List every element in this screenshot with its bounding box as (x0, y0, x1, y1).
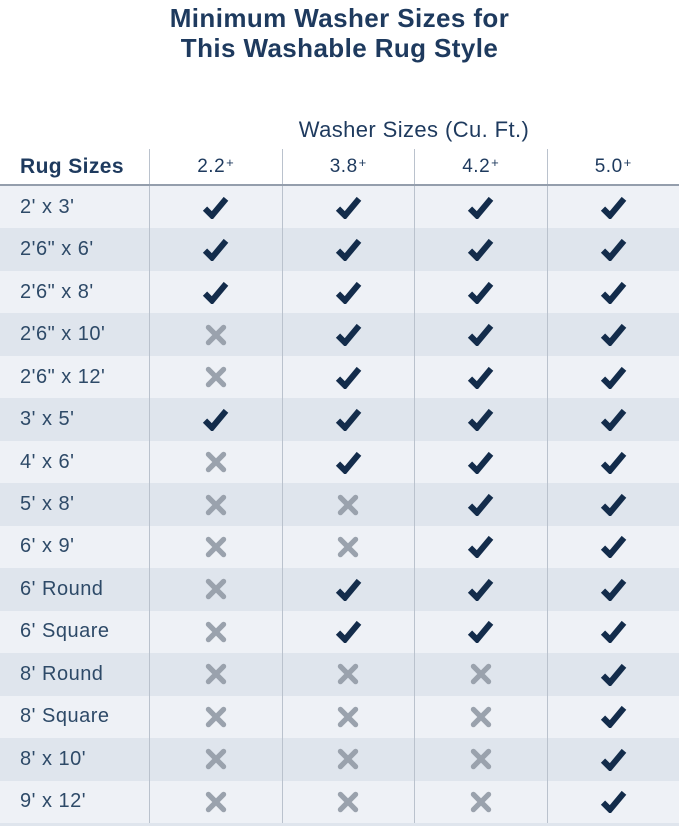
check-icon (202, 196, 229, 219)
x-icon (205, 748, 227, 770)
row-header-label: Rug Sizes (20, 154, 124, 178)
check-icon (467, 366, 494, 389)
table-row (0, 356, 679, 398)
rug-size-label: 5' x 8' (20, 493, 75, 516)
no-fit-cell (149, 738, 282, 780)
x-icon (205, 578, 227, 600)
table-row (0, 271, 679, 313)
column-header (547, 149, 679, 184)
rug-size-label: 9' x 12' (20, 790, 87, 813)
table-row (0, 313, 679, 355)
column-header-value: 5.0 (594, 155, 623, 177)
check-icon (467, 451, 494, 474)
check-icon (202, 238, 229, 261)
x-icon (470, 748, 492, 770)
x-icon (205, 451, 227, 473)
fits-cell (547, 696, 679, 738)
rug-size-label: 2'6" x 6' (20, 238, 94, 261)
fits-cell (547, 781, 679, 823)
x-icon (470, 706, 492, 728)
column-header (282, 149, 415, 184)
fits-cell (414, 186, 547, 228)
column-header (149, 149, 282, 184)
no-fit-cell (414, 781, 547, 823)
check-icon (600, 281, 627, 304)
fits-cell (547, 653, 679, 695)
check-icon (467, 238, 494, 261)
check-icon (467, 323, 494, 346)
no-fit-cell (149, 483, 282, 525)
table-row (0, 186, 679, 228)
table-row (0, 526, 679, 568)
no-fit-cell (149, 611, 282, 653)
fits-cell (414, 356, 547, 398)
fits-cell (547, 526, 679, 568)
check-icon (600, 493, 627, 516)
no-fit-cell (414, 653, 547, 695)
check-icon (467, 493, 494, 516)
fits-cell (414, 483, 547, 525)
rug-size-label: 8' Square (20, 705, 110, 728)
fits-cell (149, 228, 282, 270)
check-icon (600, 748, 627, 771)
fits-cell (414, 441, 547, 483)
check-icon (600, 578, 627, 601)
fits-cell (547, 441, 679, 483)
check-icon (600, 408, 627, 431)
x-icon (205, 621, 227, 643)
column-header-value: 2.2 (197, 155, 226, 177)
check-icon (467, 578, 494, 601)
x-icon (205, 324, 227, 346)
check-icon (600, 196, 627, 219)
column-header-plus: + (358, 155, 367, 170)
no-fit-cell (149, 313, 282, 355)
table-row (0, 611, 679, 653)
fits-cell (282, 568, 415, 610)
page-title-line-2: This Washable Rug Style (180, 33, 499, 63)
rug-size-label: 3' x 5' (20, 408, 75, 431)
table-row (0, 653, 679, 695)
check-icon (335, 366, 362, 389)
x-icon (205, 706, 227, 728)
fits-cell (149, 398, 282, 440)
rug-size-label: 6' x 9' (20, 535, 75, 558)
table-row (0, 696, 679, 738)
x-icon (205, 366, 227, 388)
fits-cell (547, 738, 679, 780)
fits-cell (282, 611, 415, 653)
fits-cell (547, 398, 679, 440)
fits-cell (414, 271, 547, 313)
check-icon (335, 620, 362, 643)
column-group-header-row (0, 100, 679, 149)
check-icon (600, 366, 627, 389)
check-icon (467, 408, 494, 431)
table-row (0, 441, 679, 483)
no-fit-cell (282, 738, 415, 780)
table-body (0, 186, 679, 823)
no-fit-cell (149, 526, 282, 568)
no-fit-cell (149, 653, 282, 695)
no-fit-cell (282, 653, 415, 695)
table-row (0, 228, 679, 270)
check-icon (467, 196, 494, 219)
x-icon (337, 748, 359, 770)
x-icon (337, 706, 359, 728)
fits-cell (149, 186, 282, 228)
fits-cell (547, 313, 679, 355)
rug-size-label: 8' Round (20, 662, 104, 685)
check-icon (600, 535, 627, 558)
no-fit-cell (149, 356, 282, 398)
fits-cell (547, 228, 679, 270)
fits-cell (547, 483, 679, 525)
fits-cell (547, 356, 679, 398)
fits-cell (547, 271, 679, 313)
check-icon (335, 451, 362, 474)
table-row (0, 398, 679, 440)
x-icon (337, 791, 359, 813)
no-fit-cell (149, 568, 282, 610)
table-header-row (0, 149, 679, 186)
fits-cell (547, 611, 679, 653)
column-header-value: 3.8 (329, 155, 358, 177)
x-icon (337, 494, 359, 516)
check-icon (600, 790, 627, 813)
fits-cell (282, 271, 415, 313)
check-icon (600, 238, 627, 261)
x-icon (470, 791, 492, 813)
fits-cell (282, 313, 415, 355)
check-icon (600, 451, 627, 474)
fits-cell (149, 271, 282, 313)
check-icon (335, 323, 362, 346)
x-icon (205, 663, 227, 685)
fits-cell (282, 398, 415, 440)
rug-size-label: 4' x 6' (20, 450, 75, 473)
table-row (0, 483, 679, 525)
no-fit-cell (282, 483, 415, 525)
check-icon (467, 620, 494, 643)
table-row (0, 568, 679, 610)
fits-cell (282, 186, 415, 228)
fits-cell (282, 228, 415, 270)
column-header-plus: + (226, 155, 235, 170)
no-fit-cell (282, 781, 415, 823)
page-title (0, 0, 679, 100)
table-row (0, 781, 679, 823)
fits-cell (414, 568, 547, 610)
check-icon (335, 281, 362, 304)
fits-cell (547, 186, 679, 228)
check-icon (467, 535, 494, 558)
x-icon (205, 494, 227, 516)
check-icon (335, 408, 362, 431)
table-row (0, 738, 679, 780)
x-icon (470, 663, 492, 685)
rug-size-label: 2'6" x 12' (20, 365, 106, 388)
column-group-header: Washer Sizes (Cu. Ft.) (298, 117, 530, 142)
check-icon (600, 705, 627, 728)
fits-cell (282, 441, 415, 483)
x-icon (205, 536, 227, 558)
fits-cell (414, 611, 547, 653)
no-fit-cell (149, 781, 282, 823)
column-header (414, 149, 547, 184)
no-fit-cell (149, 696, 282, 738)
check-icon (335, 196, 362, 219)
rug-size-label: 8' x 10' (20, 747, 87, 770)
check-icon (467, 281, 494, 304)
check-icon (335, 238, 362, 261)
rug-size-label: 6' Square (20, 620, 110, 643)
rug-size-label: 2'6" x 10' (20, 323, 106, 346)
x-icon (337, 663, 359, 685)
check-icon (335, 578, 362, 601)
rug-size-label: 2' x 3' (20, 195, 75, 218)
fits-cell (414, 526, 547, 568)
check-icon (600, 620, 627, 643)
fits-cell (282, 356, 415, 398)
check-icon (600, 323, 627, 346)
column-header-value: 4.2 (462, 155, 491, 177)
fits-cell (547, 568, 679, 610)
no-fit-cell (282, 526, 415, 568)
rug-size-label: 2'6" x 8' (20, 280, 94, 303)
no-fit-cell (149, 441, 282, 483)
fits-cell (414, 228, 547, 270)
column-header-plus: + (623, 155, 632, 170)
no-fit-cell (414, 696, 547, 738)
check-icon (202, 408, 229, 431)
x-icon (205, 791, 227, 813)
rug-size-label: 6' Round (20, 577, 104, 600)
column-header-plus: + (491, 155, 500, 170)
check-icon (202, 281, 229, 304)
no-fit-cell (414, 738, 547, 780)
fits-cell (414, 398, 547, 440)
page-title-line-1: Minimum Washer Sizes for (169, 3, 510, 33)
fits-cell (414, 313, 547, 355)
no-fit-cell (282, 696, 415, 738)
check-icon (600, 663, 627, 686)
x-icon (337, 536, 359, 558)
